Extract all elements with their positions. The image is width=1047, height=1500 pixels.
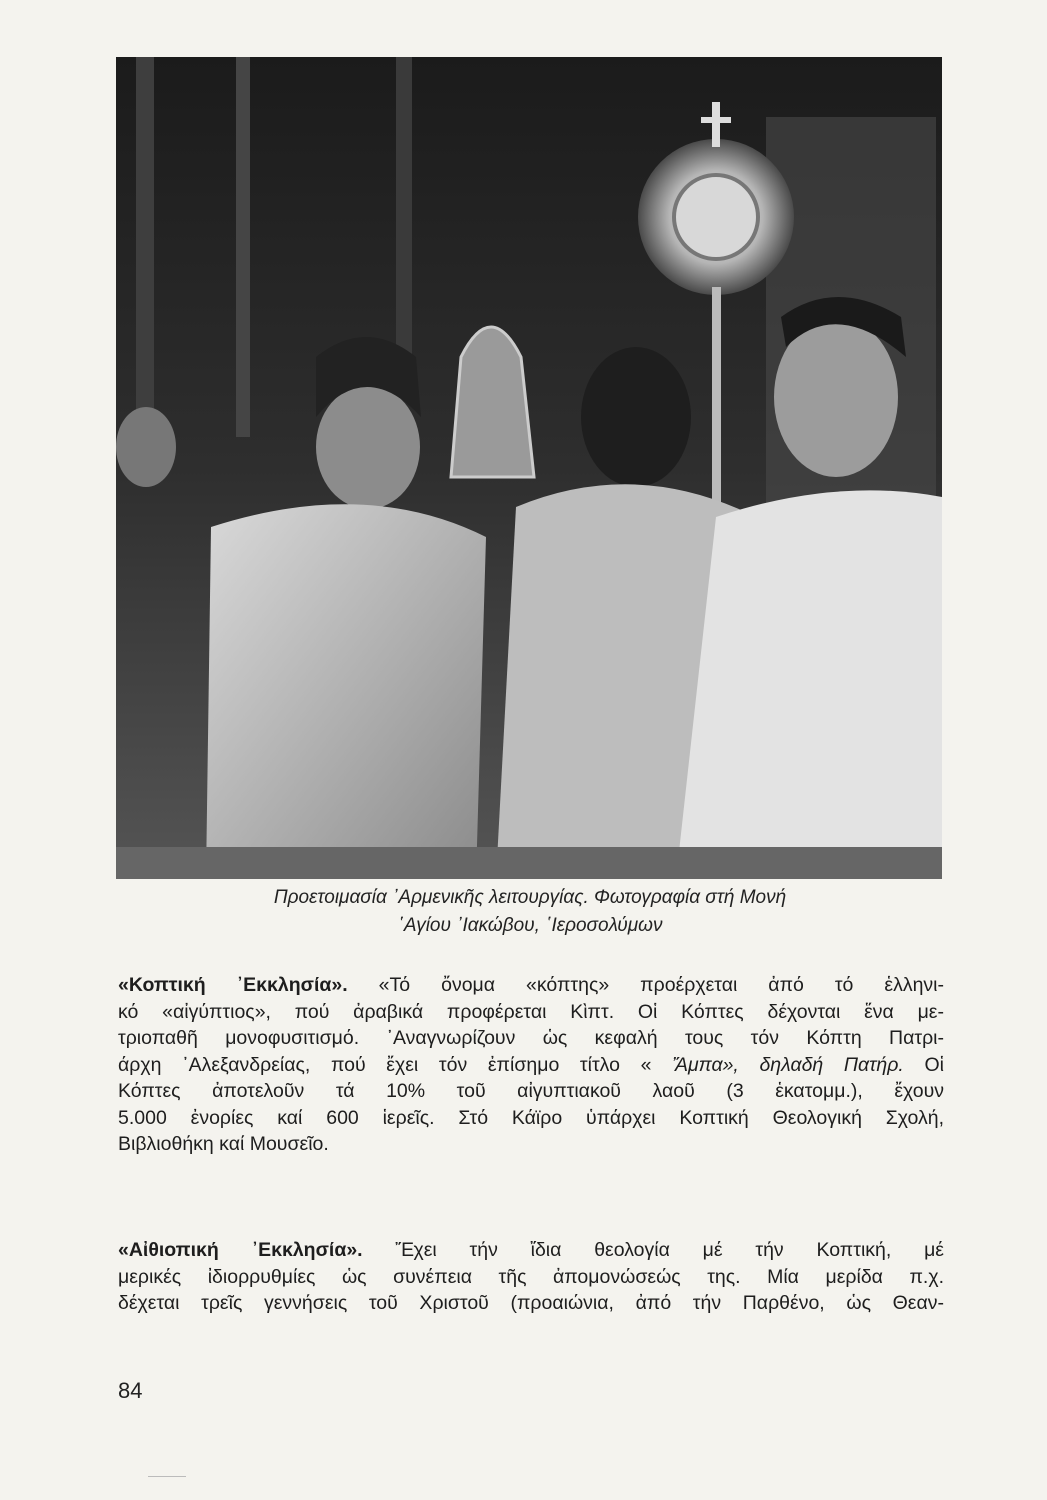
paragraph-line: Κόπτες ἀποτελοῦν τά 10% τοῦ αἰγυπτιακοῦ λαοῦ (3 ἑκατομμ.), ἔχουν [118, 1080, 944, 1102]
paragraph-line: «Αἰθιοπική ᾿Εκκλησία». Ἔχει τήν ἴδια θεολογία μέ τήν Κοπτική, μέ [118, 1239, 944, 1261]
caption-line-1: Προετοιμασία ᾿Αρμενικῆς λειτουργίας. Φωτογραφία στή Μονή [273, 887, 787, 908]
paragraph-line: Βιβλιοθήκη καί Μουσεῖο. [118, 1133, 329, 1155]
photograph [116, 57, 942, 879]
paragraph-line: κό «αἰγύπτιος», πού ἀραβικά προφέρεται Κὶπτ. Οἱ Κόπτες δέχονται ἕνα με- [118, 1000, 944, 1023]
paragraph-line: δέχεται τρεῖς γεννήσεις τοῦ Χριστοῦ (προαιώνια, ἀπό τήν Παρθένο, ὡς Θεαν- [118, 1292, 944, 1314]
paragraph-ethiopian-church [118, 1237, 944, 1317]
divider [148, 1476, 186, 1477]
page-number: 84 [118, 1378, 143, 1403]
section-heading: «Κοπτική ᾿Εκκλησία». [118, 974, 348, 996]
section-heading: «Αἰθιοπική ᾿Εκκλησία». [118, 1239, 363, 1261]
paragraph-line: τριοπαθῆ μονοφυσιτισμό. ᾿Αναγνωρίζουν ὡς κεφαλή τους τόν Κόπτη Πατρι- [118, 1027, 944, 1049]
paragraph-line: άρχη ᾿Αλεξανδρείας, πού ἔχει τόν ἐπίσημο τίτλο « Ἄμπα», δηλαδή Πατήρ. Οἱ [118, 1053, 944, 1076]
caption-line-2: ῾Αγίου ᾿Ιακώβου, ῾Ιεροσολύμων [397, 915, 663, 936]
paragraph-line: μερικές ἰδιορρυθμίες ὡς συνέπεια τῆς ἀπομονώσεώς της. Μία μερίδα π.χ. [118, 1265, 944, 1288]
title-abba: Ἄμπα», δηλαδή Πατήρ. [651, 1053, 904, 1076]
photo-caption [150, 884, 910, 940]
paragraph-coptic-church [118, 972, 944, 1158]
paragraph-line: «Κοπτική ᾿Εκκλησία». «Τό ὄνομα «κόπτης» προέρχεται ἀπό τό ἑλληνι- [118, 974, 944, 996]
photo-monochrome-clergy-icon [116, 57, 942, 879]
paragraph-line: 5.000 ἐνορίες καί 600 ἱερεῖς. Στό Κάϊρο ὑπάρχει Κοπτική Θεολογική Σχολή, [118, 1106, 944, 1129]
